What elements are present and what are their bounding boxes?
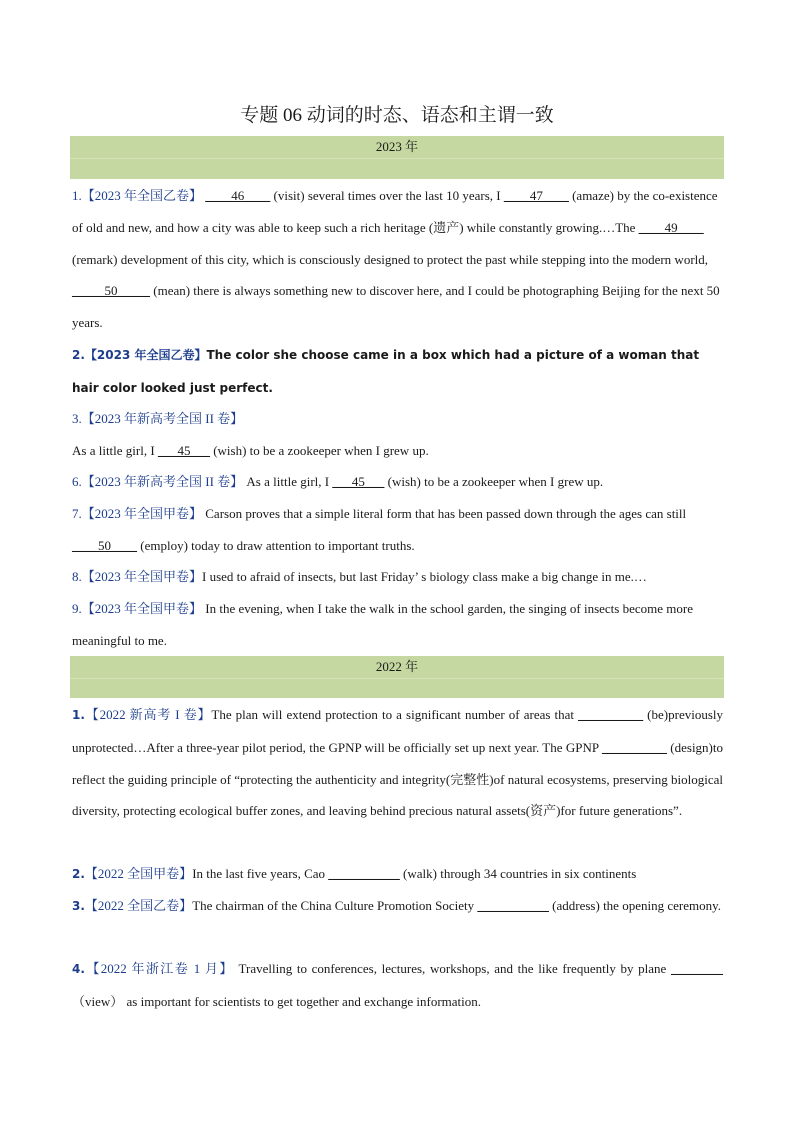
section-year-label: 2022 年 [375,659,419,674]
question-2023-8: 8.【2023 年全国甲卷】I used to afraid of insects, but last Friday’ s biology class make a big change in me.… [72,569,647,584]
question-2022-1: 1.【2022 新高考 I 卷】The plan will extend protection to a significant number of areas that __________ (be)previously unprotected…After a three-year pilot period, the GPNP will be officially set up next year. The GPNP __________ (design)to reflect the guiding principle of “protecting the authenticity and integrity(完整性)of natural ecosystems, preserving biological diversity, protecting ecological buffer zones, and leaving behind precious natural assets(资产)for future generations”. [72,707,724,819]
answer-blank[interactable]: _____50_____ [72,283,150,299]
answer-blank[interactable]: ___________ [477,898,549,913]
question-2022-2: 2.【2022 全国甲卷】In the last five years, Cao ___________ (walk) through 34 countries in six continents [72,866,637,881]
question-2023-1: 1.【2023 年全国乙卷】 ____46____ (visit) several times over the last 10 years, I ____47____ (amaze) by the co-existence of old and new, and how a city was able to keep such a rich heritage (遗产) while constantly growing.…The ____49____ (remark) development of this city, which is consciously designed to protect the past while stepping into the modern world, _____50_____ (mean) there is always something new to discover here, and I could be photographing Beijing for the next 50 years. [72,188,720,331]
answer-blank[interactable]: ___45___ [332,474,385,489]
answer-blank[interactable]: __________ [601,739,667,755]
question-2023-6: 6.【2023 年新高考全国 II 卷】 As a little girl, I ___45___ (wish) to be a zookeeper when I grew up. [72,474,604,489]
answer-blank[interactable]: ____47____ [503,188,569,203]
answer-blank[interactable]: ___45___ [157,442,210,458]
question-2023-2: 2.【2023 年全国乙卷】The color she choose came in a box which had a picture of a woman that hair color looked just perfect. [72,348,700,395]
question-2023-9: 9.【2023 年全国甲卷】 In the evening, when I take the walk in the school garden, the singing of insects become more meaningful to me. [72,601,693,648]
answer-blank[interactable]: ____50____ [72,537,137,553]
answer-blank[interactable]: __________ [578,707,644,722]
section-header-2022 [70,656,724,698]
question-2022-3: 3.【2022 全国乙卷】The chairman of the China Culture Promotion Society ___________ (address) the opening ceremony. [72,898,721,913]
answer-blank[interactable]: ___________ [328,866,400,881]
section-header-2023 [70,136,724,179]
question-2023-3: 3.【2023 年新高考全国 II 卷】 As a little girl, I ___45___ (wish) to be a zookeeper when I grew up. [72,411,429,458]
answer-blank[interactable]: ____49____ [638,219,704,235]
answer-blank[interactable]: ________ [671,961,723,976]
answer-blank[interactable]: ____46____ [205,188,271,203]
page-title: 专题 06 动词的时态、语态和主谓一致 [240,105,554,126]
question-2022-4: 4.【2022 年浙江卷 1 月】 Travelling to conferences, lectures, workshops, and the like frequently by plane ________（view） as important for scientists to get together and exchange information. [72,961,723,1009]
question-2023-7: 7.【2023 年全国甲卷】 Carson proves that a simple literal form that has been passed down through the ages can still ____50____ (employ) today to draw attention to important truths. [72,506,687,553]
section-year-label: 2023 年 [375,139,419,154]
